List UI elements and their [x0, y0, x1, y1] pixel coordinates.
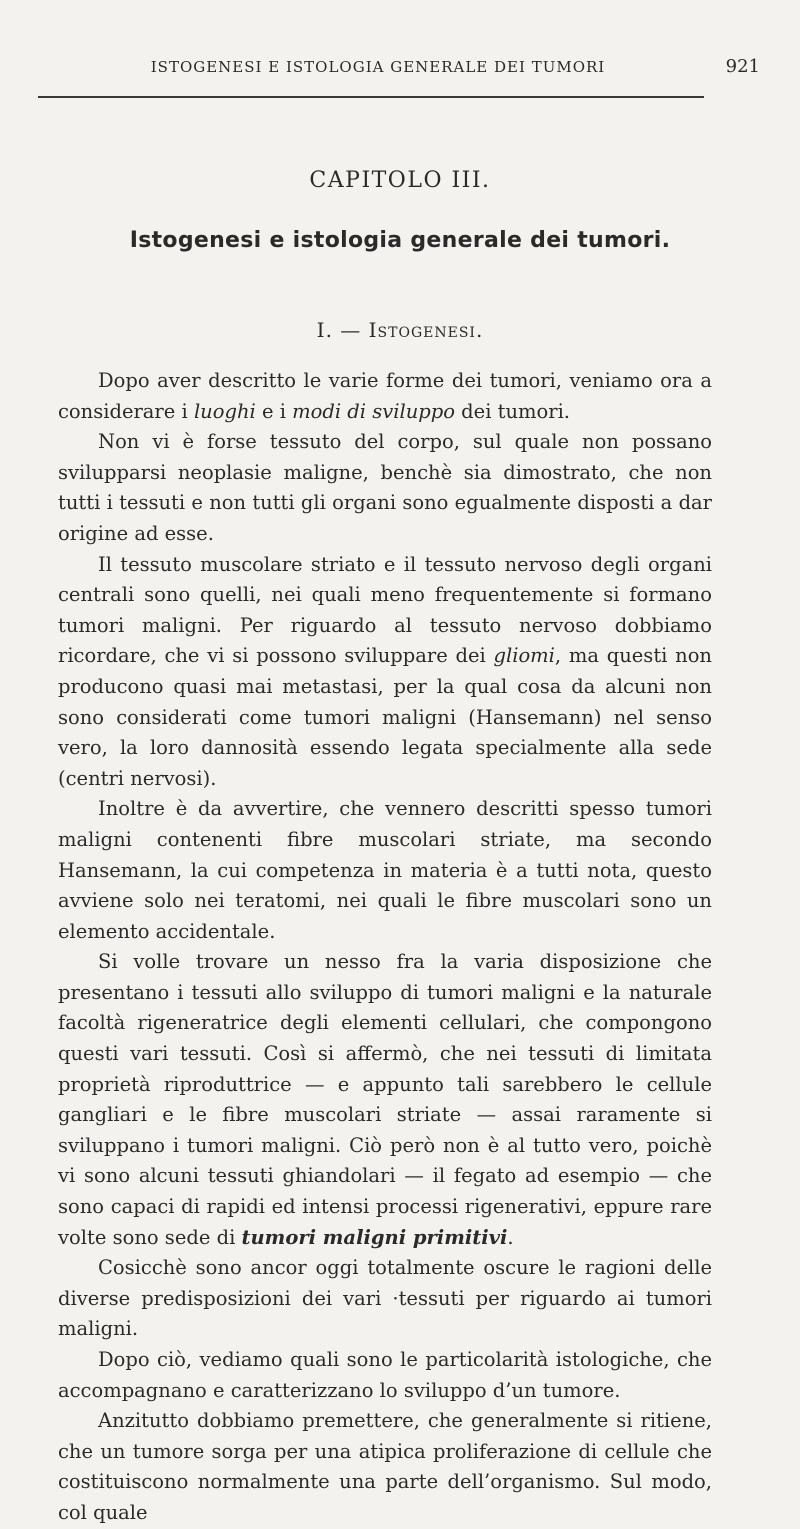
italic-term: gliomi — [493, 644, 555, 668]
bold-italic-term: tumori maligni primitivi — [241, 1225, 508, 1249]
text-run: Il tessuto muscolare striato e il tessuto nervoso degli organi centrali sono quelli, nei quali meno frequentemente si formano tumori maligni. Per riguardo al tessuto nervoso dobbiamo ricordare, che vi si possono sviluppare dei — [58, 552, 712, 668]
chapter-label: CAPITOLO III. — [309, 168, 491, 193]
paragraph — [58, 366, 712, 427]
text-run: Dopo aver descritto le varie forme dei tumori, veniamo ora a considerare i — [58, 369, 712, 423]
text-run: Si volle trovare un nesso fra la varia disposizione che presentano i tessuti allo sviluppo di tumori maligni e la naturale facoltà rigeneratrice degli elementi cellulari, che compongono questi vari tessuti. Così si affermò, che nei tessuti di limitata proprietà riproduttrice — e appunto tali sarebbero le cellule gangliari e le fibre muscolari striate — assai raramente si sviluppano i tumori maligni. Ciò però non è al tutto vero, poichè vi sono alcuni tessuti ghiandolari — il fegato ad esempio — che sono capaci di rapidi ed intensi processi rigenerativi, eppure rare volte sono sede di — [58, 950, 712, 1249]
text-run: e i — [255, 399, 293, 423]
section-number: I. — — [316, 318, 362, 342]
section-heading — [0, 318, 800, 342]
paragraph: Dopo ciò, vediamo quali sono le particolarità istologiche, che accompagnano e caratterizzano lo sviluppo d’un tumore. — [58, 1348, 712, 1402]
paragraph — [58, 550, 712, 795]
paragraph: Non vi è forse tessuto del corpo, sul quale non possano svilupparsi neoplasie maligne, benchè sia dimostrato, che non tutti i tessuti e non tutti gli organi sono egualmente disposti a dar origine ad esse. — [58, 430, 712, 545]
text-run: , ma questi non producono quasi mai metastasi, per la qual cosa da alcuni non sono considerati come tumori maligni (Hansemann) nel senso vero, la loro dannosità essendo legata specialmente alla sede (centri nervosi). — [58, 644, 712, 790]
header-rule — [38, 96, 704, 98]
paragraph: Inoltre è da avvertire, che vennero descritti spesso tumori maligni contenenti fibre muscolari striate, ma secondo Hansemann, la cui competenza in materia è a tutti nota, questo avviene solo nei teratomi, nei quali le fibre muscolari sono un elemento accidentale. — [58, 797, 712, 943]
text-run: dei tumori. — [454, 399, 571, 423]
paragraph: Anzitutto dobbiamo premettere, che generalmente si ritiene, che un tumore sorga per una atipica proliferazione di cellule che costituiscono normalmente una parte dell’organismo. Sul modo, col quale — [58, 1409, 712, 1524]
running-title: ISTOGENESI E ISTOLOGIA GENERALE DEI TUMORI — [150, 58, 606, 76]
text-run: . — [507, 1225, 514, 1249]
italic-term: luoghi — [193, 399, 256, 423]
chapter-title: Istogenesi e istologia generale dei tumori. — [129, 228, 671, 253]
paragraph — [58, 947, 712, 1253]
page-number: 921 — [725, 56, 760, 77]
running-head — [0, 56, 800, 86]
paragraph: Cosicchè sono ancor oggi totalmente oscure le ragioni delle diverse predisposizioni dei vari ·tessuti per riguardo ai tumori maligni. — [58, 1256, 712, 1341]
italic-term: modi di sviluppo — [292, 399, 455, 423]
body-text — [58, 366, 712, 1529]
section-title: Istogenesi. — [368, 318, 484, 342]
